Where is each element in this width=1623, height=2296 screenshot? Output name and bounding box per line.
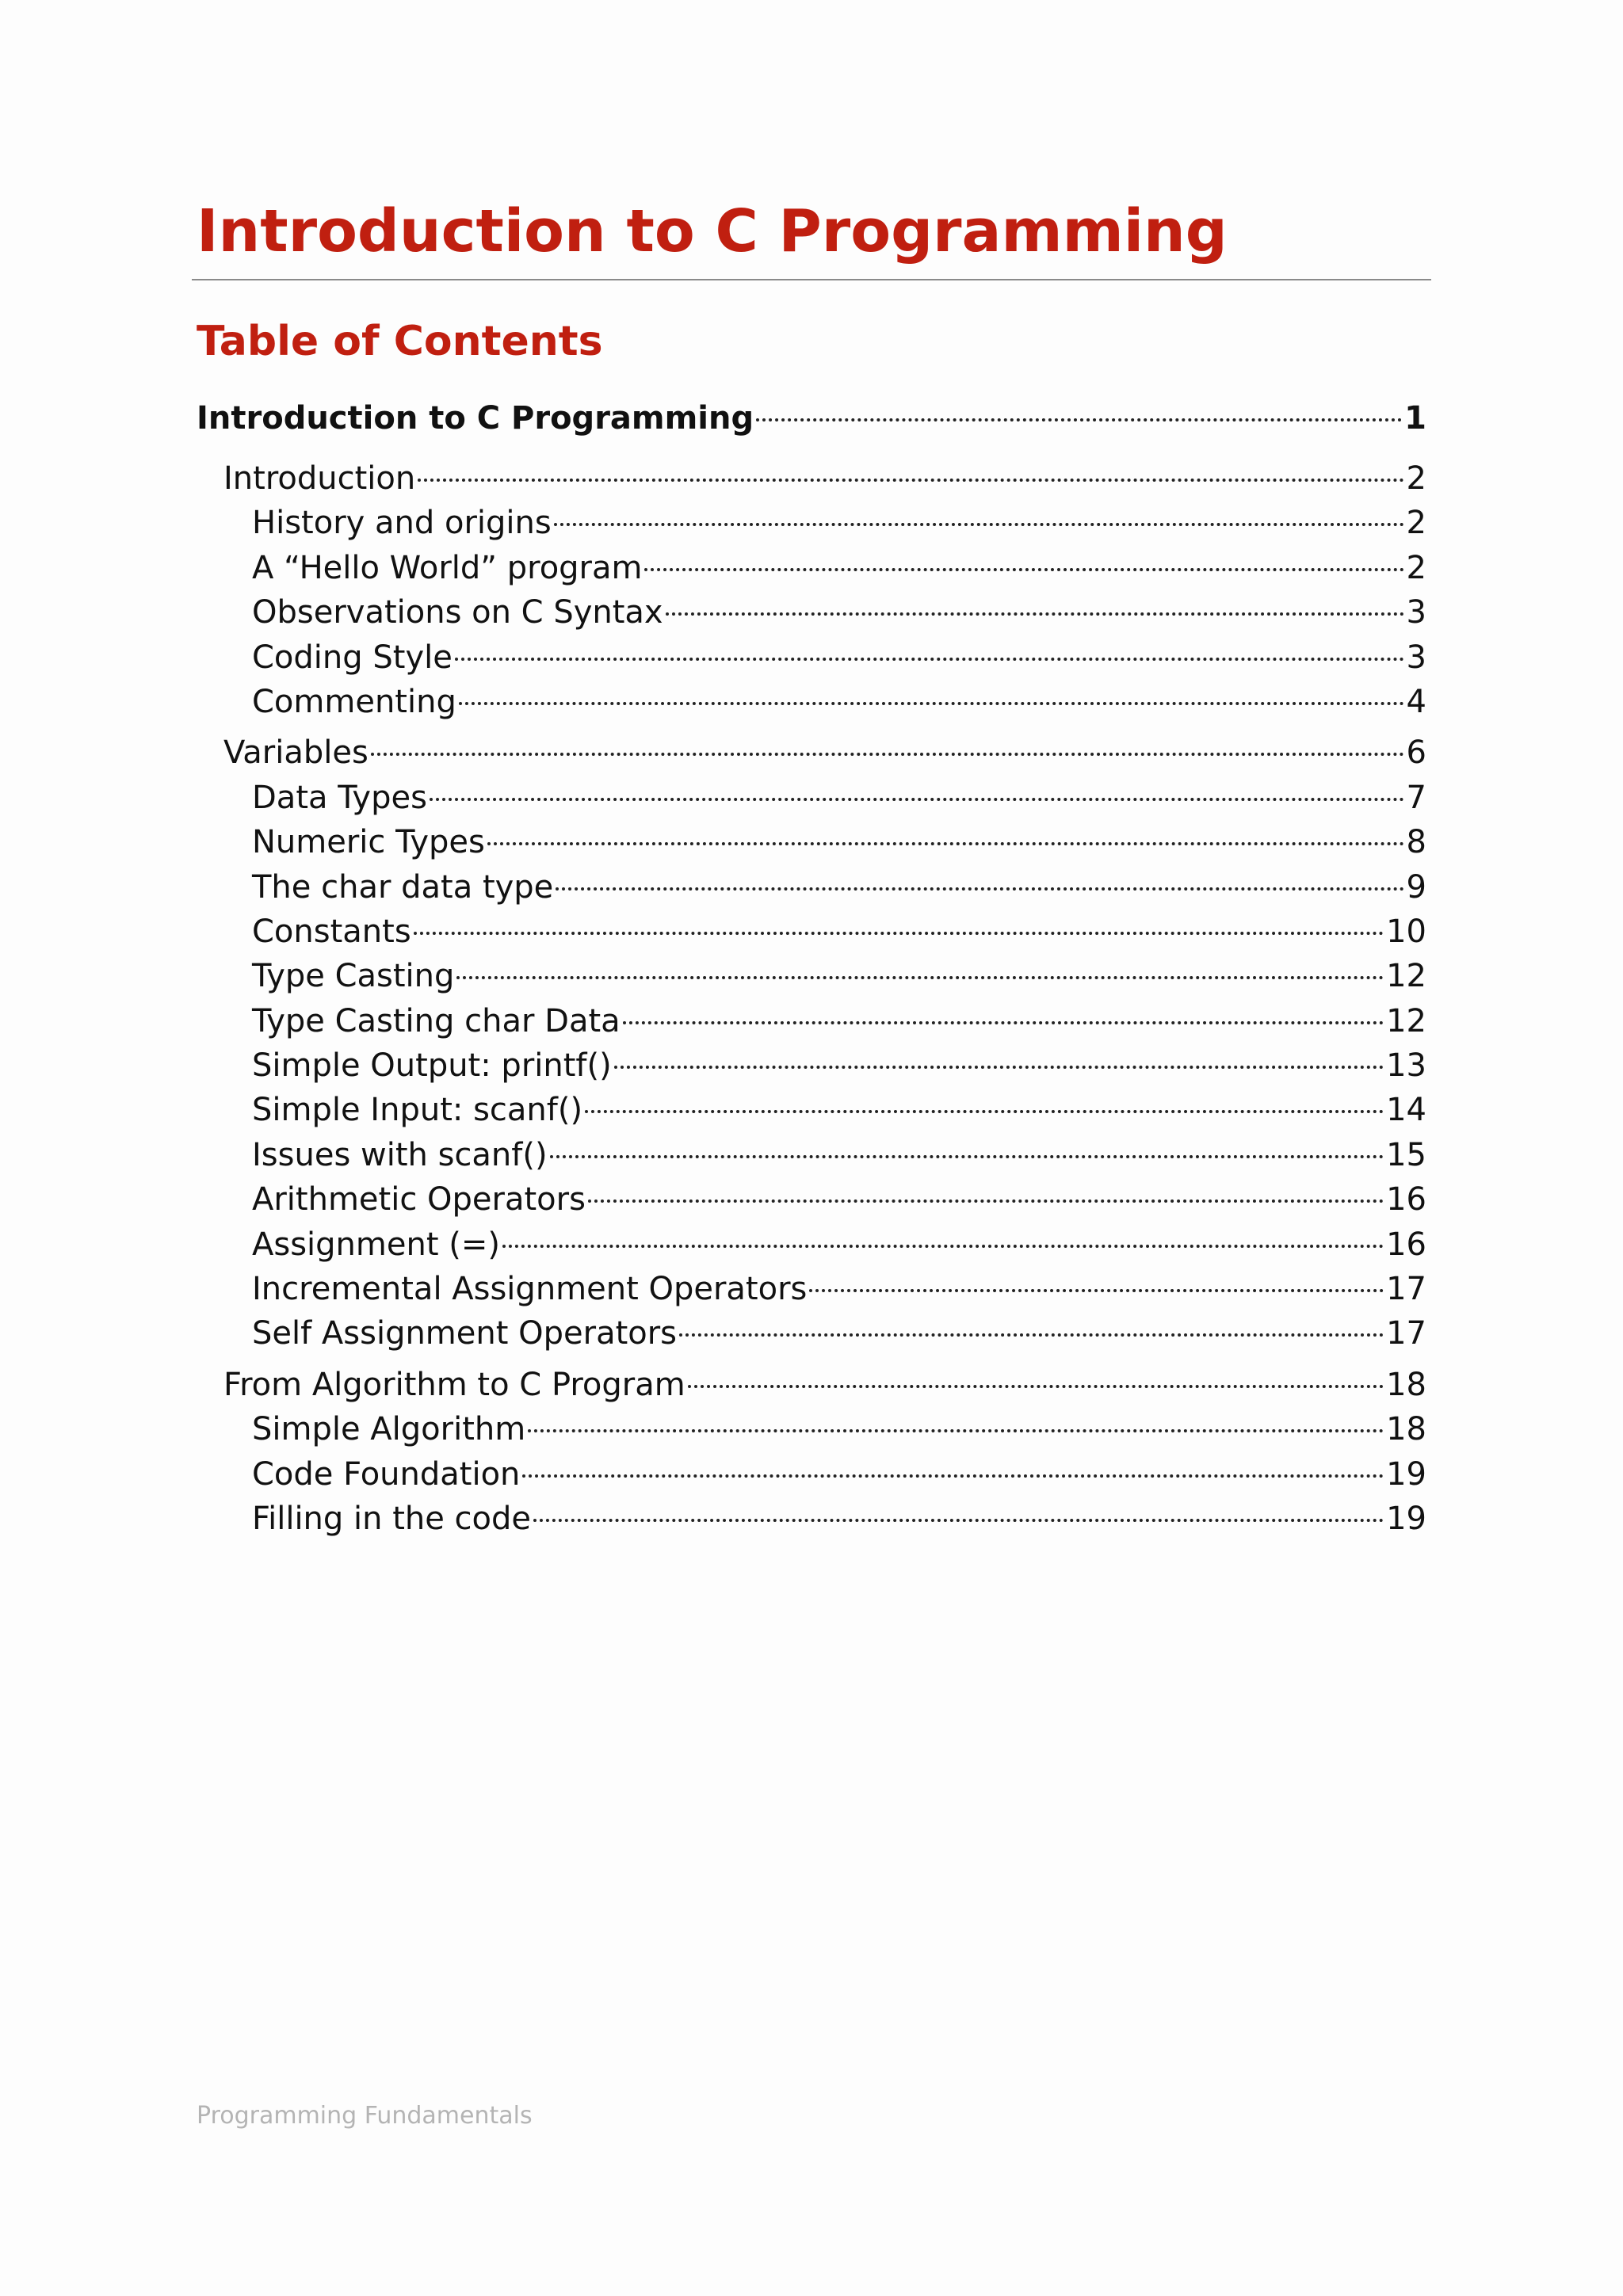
title-underline-rule: [192, 279, 1431, 280]
toc-entry-text: Commenting: [252, 683, 456, 720]
toc-dot-leader: [533, 1519, 1384, 1522]
toc-entry-subsection[interactable]: [197, 1311, 1426, 1356]
toc-entry-text: The char data type: [252, 868, 554, 906]
toc-entry-text: Constants: [252, 913, 411, 950]
toc-dot-leader: [502, 1245, 1384, 1248]
toc-dot-leader: [528, 1429, 1384, 1432]
toc-entry-text: Simple Algorithm: [252, 1411, 526, 1448]
toc-dot-leader: [455, 658, 1404, 661]
toc-entry-text: Simple Output: printf(): [252, 1047, 612, 1085]
toc-page-number: 18: [1386, 1411, 1426, 1448]
toc-page-number: 15: [1386, 1136, 1426, 1173]
toc-page-number: 13: [1386, 1047, 1426, 1085]
toc-entry-text: Self Assignment Operators: [252, 1315, 678, 1352]
toc-entry-text: Introduction: [223, 460, 416, 497]
toc-page-number: 8: [1406, 824, 1426, 861]
toc-entry-text: Simple Input: scanf(): [252, 1092, 583, 1129]
toc-entry-subsection[interactable]: [197, 635, 1426, 680]
toc-entry-subsection[interactable]: [197, 590, 1426, 635]
toc-page-number: 19: [1386, 1455, 1426, 1493]
toc-entry-subsection[interactable]: [197, 1133, 1426, 1177]
toc-dot-leader: [556, 887, 1403, 891]
toc-entry-subsection[interactable]: [197, 1452, 1426, 1497]
page-footer: Programming Fundamentals: [197, 2102, 533, 2130]
toc-dot-leader: [550, 1155, 1384, 1158]
toc-entry-text: Filling in the code: [252, 1500, 532, 1537]
toc-entry-subsection[interactable]: [197, 999, 1426, 1043]
toc-entry-subsection[interactable]: [197, 546, 1426, 590]
toc-page-number: 9: [1406, 868, 1426, 906]
toc-entry-text: Issues with scanf(): [252, 1136, 548, 1173]
toc-page-number: 16: [1386, 1181, 1426, 1219]
toc-dot-leader: [679, 1333, 1384, 1337]
toc-page-number: 1: [1404, 400, 1426, 437]
toc-entry-subsection[interactable]: [197, 501, 1426, 545]
toc-page-number: 14: [1386, 1092, 1426, 1129]
toc-page-number: 19: [1386, 1500, 1426, 1537]
toc-dot-leader: [487, 842, 1404, 845]
toc-dot-leader: [666, 612, 1404, 616]
toc-page-number: 6: [1406, 734, 1426, 772]
toc-page-number: 12: [1386, 958, 1426, 995]
toc-entry-subsection[interactable]: [197, 776, 1426, 820]
toc-dot-leader: [623, 1021, 1384, 1024]
toc-entry-text: Assignment (=): [252, 1226, 500, 1263]
toc-dot-leader: [585, 1110, 1384, 1113]
toc-page-number: 7: [1406, 779, 1426, 816]
toc-entry-text: Data Types: [252, 779, 427, 816]
toc-entry-text: A “Hello World” program: [252, 549, 643, 586]
toc-entry-text: History and origins: [252, 505, 552, 542]
toc-page-number: 3: [1406, 639, 1426, 676]
toc-dot-leader: [414, 932, 1384, 935]
toc-page-number: 16: [1386, 1226, 1426, 1263]
toc-entry-subsection[interactable]: [197, 1088, 1426, 1132]
toc-entry-section[interactable]: [197, 456, 1426, 501]
toc-page-number: 18: [1386, 1366, 1426, 1403]
toc-entry-text: Coding Style: [252, 639, 453, 676]
toc-dot-leader: [588, 1199, 1384, 1203]
toc-entry-section[interactable]: [197, 1363, 1426, 1407]
toc-page-number: 3: [1406, 594, 1426, 631]
toc-heading: Table of Contents: [197, 318, 603, 365]
toc-entry-text: From Algorithm to C Program: [223, 1366, 685, 1403]
toc-dot-leader: [756, 418, 1402, 421]
toc-entry-text: Code Foundation: [252, 1455, 521, 1493]
toc-page-number: 2: [1406, 460, 1426, 497]
document-title: Introduction to C Programming: [197, 197, 1228, 265]
toc-dot-leader: [430, 798, 1404, 801]
toc-dot-leader: [688, 1385, 1384, 1388]
toc-page-number: 17: [1386, 1271, 1426, 1308]
toc-dot-leader: [371, 753, 1404, 756]
toc-entry-subsection[interactable]: [197, 820, 1426, 864]
toc-page-number: 4: [1406, 683, 1426, 720]
toc-dot-leader: [456, 976, 1384, 979]
toc-entry-subsection[interactable]: [197, 680, 1426, 724]
toc-page-number: 2: [1406, 505, 1426, 542]
toc-entry-text: Variables: [223, 734, 369, 772]
toc-entry-text: Arithmetic Operators: [252, 1181, 586, 1219]
toc-entry-subsection[interactable]: [197, 1497, 1426, 1541]
toc-dot-leader: [809, 1289, 1384, 1292]
toc-entry-subsection[interactable]: [197, 1177, 1426, 1222]
table-of-contents: [197, 396, 1426, 1541]
toc-entry-subsection[interactable]: [197, 910, 1426, 954]
toc-page-number: 17: [1386, 1315, 1426, 1352]
toc-page-number: 2: [1406, 549, 1426, 586]
toc-page-number: 12: [1386, 1002, 1426, 1039]
toc-dot-leader: [459, 702, 1404, 705]
toc-entry-text: Incremental Assignment Operators: [252, 1271, 808, 1308]
toc-page-number: 10: [1386, 913, 1426, 950]
toc-dot-leader: [644, 568, 1403, 571]
toc-dot-leader: [614, 1066, 1384, 1069]
toc-entry-text: Type Casting: [252, 958, 455, 995]
toc-dot-leader: [522, 1474, 1384, 1478]
toc-entry-text: Numeric Types: [252, 824, 485, 861]
toc-entry-text: Observations on C Syntax: [252, 594, 663, 631]
toc-dot-leader: [418, 479, 1403, 482]
toc-entry-text: Type Casting char Data: [252, 1002, 621, 1039]
toc-entry-subsection[interactable]: [197, 1043, 1426, 1088]
toc-entry-text: Introduction to C Programming: [197, 400, 754, 437]
toc-entry-subsection[interactable]: [197, 954, 1426, 998]
toc-dot-leader: [554, 523, 1404, 526]
toc-entry-subsection[interactable]: [197, 1407, 1426, 1451]
toc-entry-section[interactable]: [197, 730, 1426, 775]
toc-entry-subsection[interactable]: [197, 1267, 1426, 1311]
toc-entry-chapter[interactable]: [197, 396, 1426, 450]
toc-entry-subsection[interactable]: [197, 865, 1426, 910]
toc-entry-subsection[interactable]: [197, 1222, 1426, 1267]
